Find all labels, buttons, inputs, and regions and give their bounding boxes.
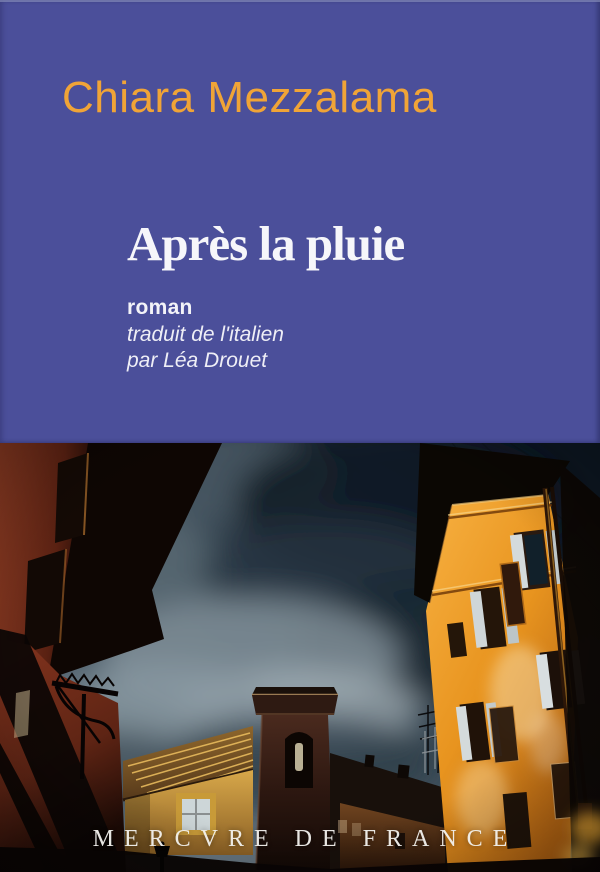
author-name: Chiara Mezzalama (62, 73, 437, 122)
genre-label: roman (127, 296, 193, 319)
translator-line-1: traduit de l'italien (127, 323, 284, 346)
cover-photo (0, 443, 600, 872)
cover-photo-illustration (0, 443, 600, 872)
book-title: Après la pluie (127, 216, 405, 271)
translator-line-2: par Léa Drouet (127, 349, 268, 372)
publisher-imprint: MERCVRE DE FRANCE (92, 826, 518, 852)
translator-credit (127, 322, 284, 374)
